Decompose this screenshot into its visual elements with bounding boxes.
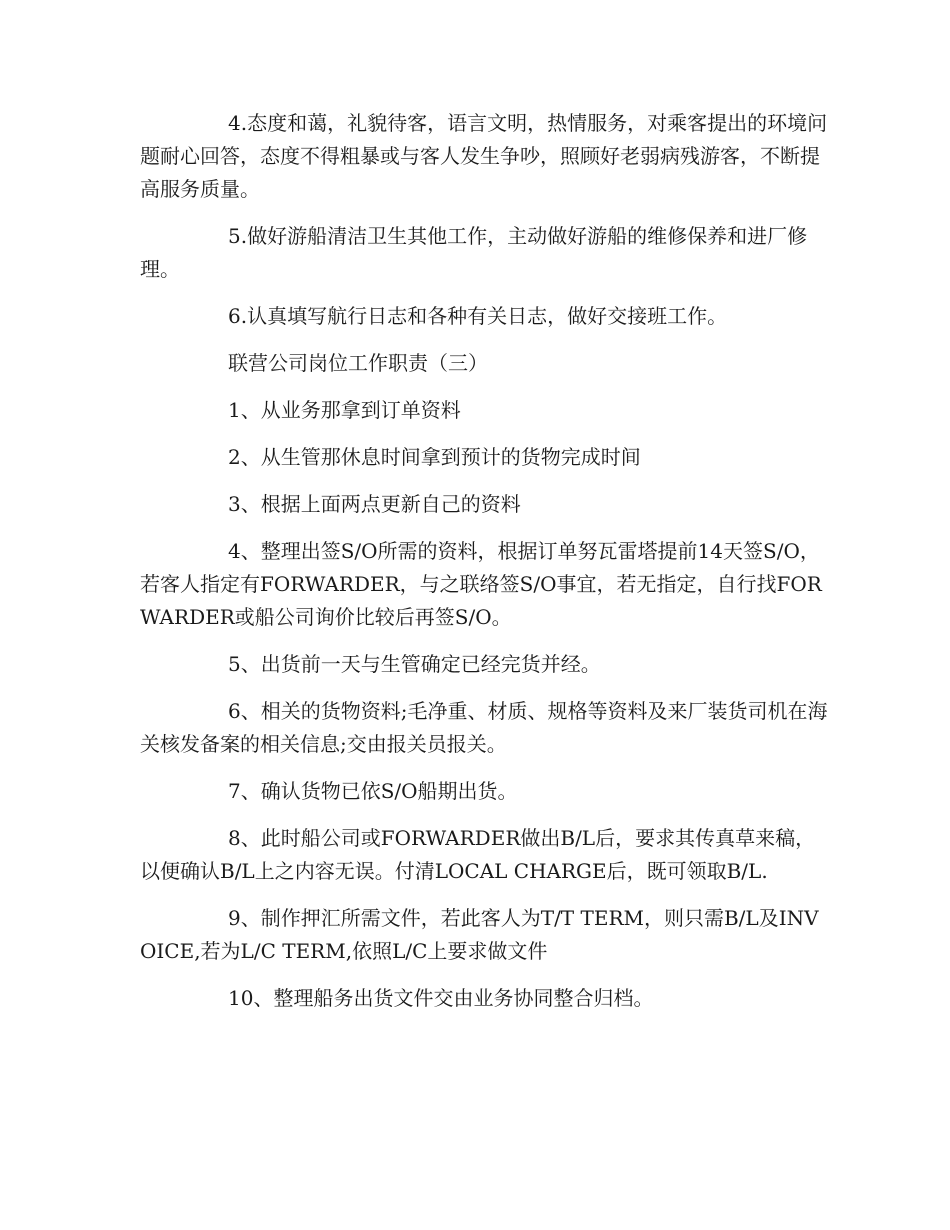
section-heading: 联营公司岗位工作职责（三） <box>228 351 488 375</box>
paragraph-service-attitude: 4.态度和蔼，礼貌待客，语言文明，热情服务，对乘客提出的环境问题耐心回答，态度不得粗暴或与客人发生争吵，照顾好老弱病残游客，不断提高服务质量。 <box>140 111 828 201</box>
paragraph-item-8: 8、此时船公司或FORWARDER做出B/L后，要求其传真草来稿，以便确认B/L上之内容无误。付清LOCAL CHARGE后，既可领取B/L. <box>140 826 816 883</box>
paragraph-cleaning-maintenance: 5.做好游船清洁卫生其他工作，主动做好游船的维修保养和进厂修理。 <box>140 224 808 281</box>
paragraph-item-1: 1、从业务那拿到订单资料 <box>228 398 461 422</box>
paragraph-item-5: 5、出货前一天与生管确定已经完货并经。 <box>228 652 601 676</box>
paragraph-item-6: 6、相关的货物资料;毛净重、材质、规格等资料及来厂装货司机在海关核发备案的相关信息;交由报关员报关。 <box>140 699 828 756</box>
paragraph-item-3: 3、根据上面两点更新自己的资料 <box>228 492 521 516</box>
paragraph-item-7: 7、确认货物已依S/O船期出货。 <box>228 779 518 803</box>
paragraph-item-4: 4、整理出签S/O所需的资料，根据订单努瓦雷塔提前14天签S/O，若客人指定有FORWARDER，与之联络签S/O事宜，若无指定，自行找FORWARDER或船公司询价比较后再签S/O。 <box>140 539 822 629</box>
paragraph-item-9: 9、制作押汇所需文件，若此客人为T/T TERM，则只需B/L及INVOICE,若为L/C TERM,依照L/C上要求做文件 <box>140 906 819 963</box>
document-body <box>140 107 830 1029</box>
paragraph-logbook: 6.认真填写航行日志和各种有关日志，做好交接班工作。 <box>228 304 728 328</box>
paragraph-item-2: 2、从生管那休息时间拿到预计的货物完成时间 <box>228 445 641 469</box>
paragraph-item-10: 10、整理船务出货文件交由业务协同整合归档。 <box>228 986 654 1010</box>
